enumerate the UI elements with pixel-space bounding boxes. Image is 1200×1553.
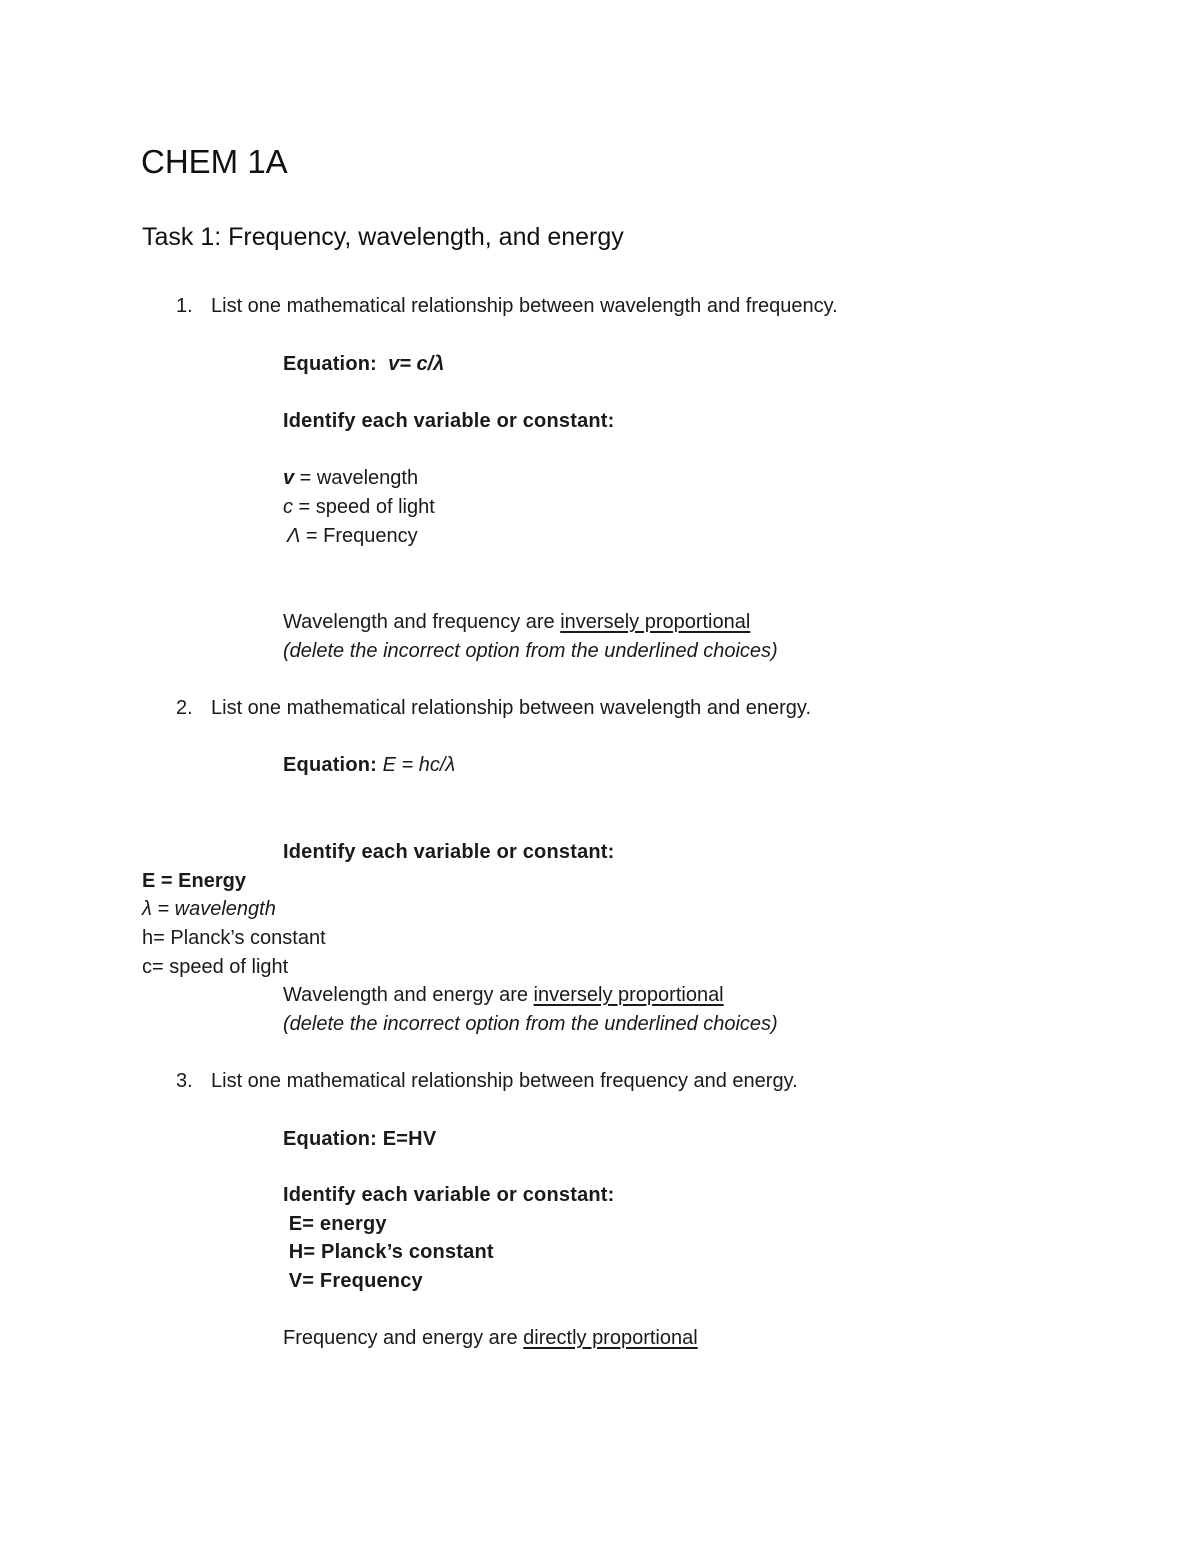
relation-statement: [283, 610, 750, 634]
identify-label: Identify each variable or constant:: [283, 410, 615, 432]
identify-label: Identify each variable or constant:: [283, 1184, 615, 1206]
variable-energy: E = Energy: [142, 870, 246, 892]
variable-frequency: V= Frequency: [283, 1270, 423, 1292]
variable-planck: h= Planck’s constant: [142, 927, 326, 949]
relation-statement: [283, 983, 724, 1007]
document-title: CHEM 1A: [141, 143, 288, 180]
relation-prefix: Wavelength and energy are: [283, 984, 534, 1006]
relation-choice: inversely proportional: [533, 984, 724, 1006]
task-heading: Task 1: Frequency, wavelength, and energy: [142, 223, 624, 251]
equation-line: [283, 753, 455, 777]
equation-value: E = hc/λ: [382, 754, 456, 776]
variable-symbol: v: [283, 467, 295, 489]
variable-symbol: Λ: [287, 525, 301, 547]
question-prompt: List one mathematical relationship between frequency and energy.: [211, 1070, 798, 1092]
question-number: 3.: [176, 1070, 193, 1092]
variable-planck: H= Planck’s constant: [283, 1241, 494, 1263]
variable-energy: E= energy: [283, 1213, 387, 1235]
question-number: 1.: [176, 295, 193, 317]
equation-label: Equation:: [283, 353, 378, 375]
question-prompt: List one mathematical relationship between wavelength and energy.: [211, 697, 811, 719]
relation-choice: inversely proportional: [560, 611, 751, 633]
relation-choice: directly proportional: [523, 1327, 698, 1349]
relation-prefix: Frequency and energy are: [283, 1327, 524, 1349]
instruction-note: (delete the incorrect option from the underlined choices): [283, 1013, 778, 1035]
equation-line: [283, 352, 444, 376]
variable-definition: = wavelength: [294, 467, 419, 489]
variable-lambda: [287, 524, 418, 548]
identify-label: Identify each variable or constant:: [283, 841, 615, 863]
instruction-note: (delete the incorrect option from the underlined choices): [283, 640, 778, 662]
variable-v: [283, 466, 418, 490]
equation-line: Equation: E=HV: [283, 1128, 437, 1150]
variable-definition: = Frequency: [300, 525, 418, 547]
question-prompt: List one mathematical relationship between wavelength and frequency.: [211, 295, 838, 317]
question-number: 2.: [176, 697, 193, 719]
relation-statement: [283, 1326, 698, 1350]
equation-label: Equation:: [283, 754, 378, 776]
variable-speed-of-light: c= speed of light: [142, 956, 289, 978]
variable-c: [283, 495, 435, 519]
variable-wavelength: λ = wavelength: [142, 898, 276, 920]
relation-prefix: Wavelength and frequency are: [283, 611, 561, 633]
variable-definition: = speed of light: [293, 496, 435, 518]
variable-symbol: c: [283, 496, 293, 518]
equation-value: v= c/λ: [388, 353, 445, 375]
